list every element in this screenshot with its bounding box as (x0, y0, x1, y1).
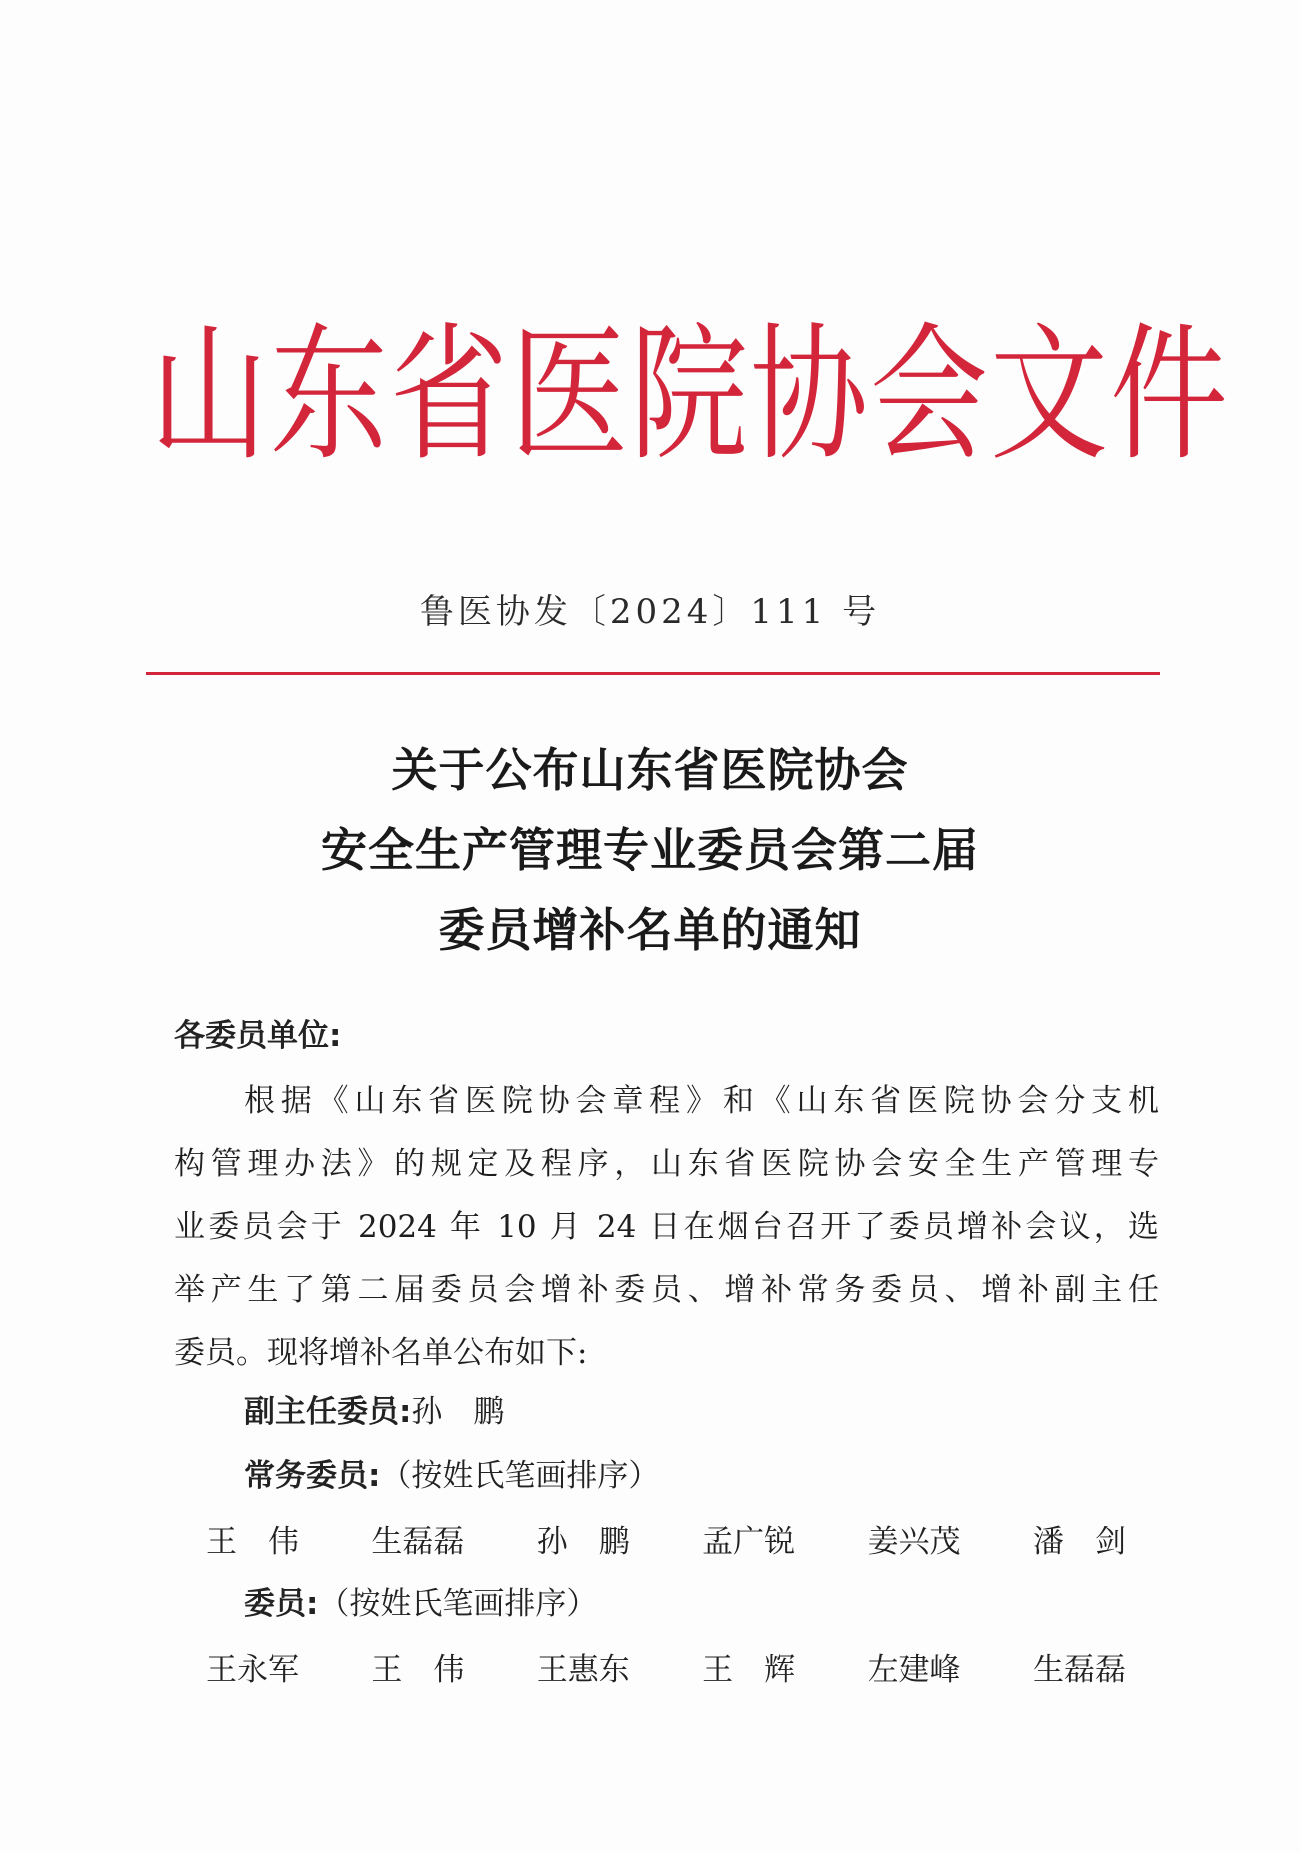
name-item: 孟广锐 (702, 1524, 796, 1560)
name-item: 王 辉 (702, 1652, 796, 1688)
red-divider-line (146, 672, 1160, 675)
name-item: 王 伟 (371, 1652, 465, 1688)
body-line: 构管理办法》的规定及程序，山东省医院协会安全生产管理专 (174, 1146, 1159, 1182)
notice-title-line-2: 安全生产管理专业委员会第二届 (321, 823, 979, 877)
members-heading (244, 1578, 597, 1623)
salutation: 各委员单位: (174, 1018, 342, 1054)
notice-title-line-3: 委员增补名单的通知 (438, 903, 862, 957)
name-item: 孙 鹏 (536, 1524, 630, 1560)
name-item: 姜兴茂 (867, 1524, 961, 1560)
body-line: 业委员会于 2024 年 10 月 24 日在烟台召开了委员增补会议，选 (174, 1209, 1159, 1245)
name-item: 王永军 (206, 1652, 299, 1688)
body-line: 根据《山东省医院协会章程》和《山东省医院协会分支机 (244, 1083, 1159, 1119)
members-names-row (206, 1644, 1126, 1689)
document-number: 鲁医协发〔2024〕111 号 (419, 592, 881, 632)
name-item: 王 伟 (206, 1524, 299, 1560)
standing-heading (244, 1450, 659, 1495)
name-item: 生磊磊 (371, 1524, 465, 1560)
standing-note: （按姓氏笔画排序） (380, 1458, 660, 1494)
members-label: 委员: (244, 1586, 319, 1622)
masthead-title: 山东省医院协会文件 (150, 308, 1231, 481)
notice-title-line-1: 关于公布山东省医院协会 (391, 743, 909, 797)
vice-chair-name: 孙 鹏 (411, 1394, 505, 1430)
body-line: 委员。现将增补名单公布如下: (174, 1335, 588, 1371)
name-item: 左建峰 (867, 1652, 961, 1688)
name-item: 潘 剑 (1032, 1524, 1126, 1560)
standing-label: 常务委员: (244, 1458, 381, 1494)
standing-names-row (206, 1516, 1126, 1561)
name-item: 生磊磊 (1032, 1652, 1126, 1688)
body-paragraph (174, 1070, 1159, 1385)
name-item: 王惠东 (536, 1652, 630, 1688)
vice-chair-line (244, 1386, 504, 1431)
members-note: （按姓氏笔画排序） (318, 1586, 598, 1622)
body-line: 举产生了第二届委员会增补委员、增补常务委员、增补副主任 (174, 1272, 1159, 1308)
vice-chair-label: 副主任委员: (244, 1394, 412, 1430)
